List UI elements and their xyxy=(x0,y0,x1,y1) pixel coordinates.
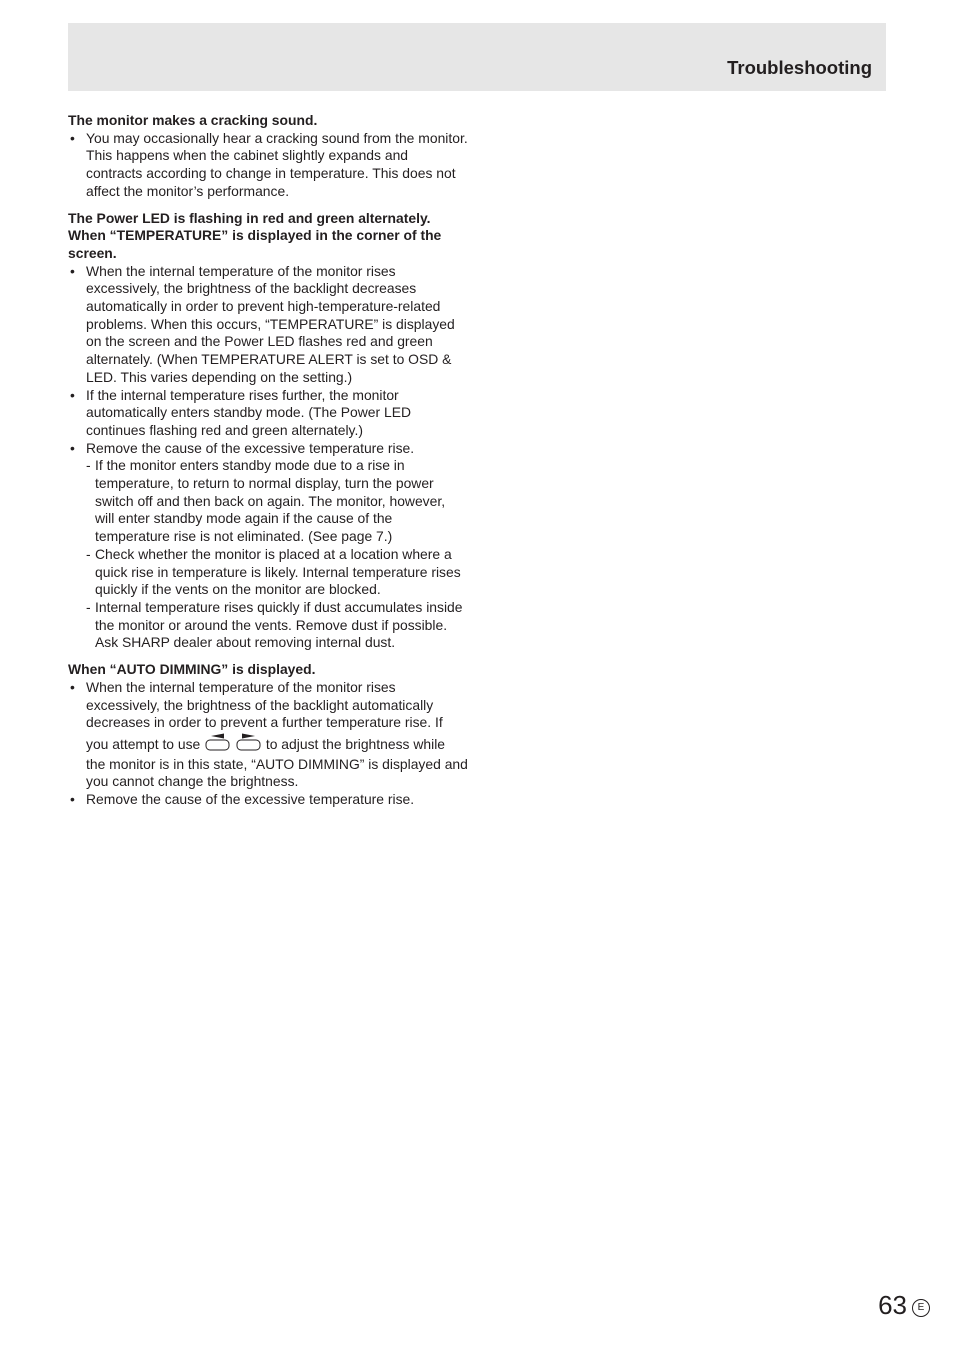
sub-marker: - xyxy=(86,457,91,474)
bullet-marker: • xyxy=(70,386,75,403)
page-title: Troubleshooting xyxy=(727,57,872,78)
section-heading: The Power LED is flashing in red and green alternately. When “TEMPERATURE” is displayed in the corner of the screen. xyxy=(68,209,442,261)
list-item-text: When the internal temperature of the monitor rises excessively, the brightness of the backlight decreases automatically in order to prevent high-temperature-related problems. When this occurs, “TEMPERATURE” is displayed on the screen and the Power LED flashes red and green alternately. (When TEMPERATURE ALERT is set to OSD & LED. This varies depending on the setting.) xyxy=(86,262,455,385)
language-badge: E xyxy=(912,1299,930,1317)
list-item xyxy=(68,791,468,809)
bullet-marker: • xyxy=(70,791,75,808)
main-content xyxy=(68,112,468,818)
sub-marker: - xyxy=(86,598,91,615)
page-number xyxy=(878,1290,930,1321)
list-item xyxy=(68,679,468,791)
section-temperature xyxy=(68,210,468,653)
list-item xyxy=(68,440,468,652)
header-band xyxy=(68,23,886,91)
sub-list-item xyxy=(86,457,468,546)
bullet-marker: • xyxy=(70,439,75,456)
list-item xyxy=(68,387,468,440)
list-item xyxy=(68,130,468,201)
sub-list-item-text: Internal temperature rises quickly if dust accumulates inside the monitor or around the vents. Remove dust if possible. Ask SHARP dealer about removing internal dust. xyxy=(95,598,463,651)
list-item-text: You may occasionally hear a cracking sound from the monitor. This happens when the cabinet slightly expands and contracts according to change in temperature. This does not affect the monitor’s performance. xyxy=(86,129,468,199)
bullet-marker: • xyxy=(70,262,75,279)
list-item-text: If the internal temperature rises further, the monitor automatically enters standby mode. (The Power LED continues flashing red and green alternately.) xyxy=(86,386,412,438)
sub-marker: - xyxy=(86,545,91,562)
sub-list-item xyxy=(86,599,468,652)
list-item-text: When the internal temperature of the monitor rises excessively, the brightness of the backlight automatically decreases in order to prevent a further temperature rise. If you attempt to use xyxy=(86,678,443,752)
sub-list-item-text: If the monitor enters standby mode due to a rise in temperature, to return to normal display, turn the power switch off and then back on again. The monitor, however, will enter standby mode again if the cause of the temperature rise is not eliminated. (See page 7.) xyxy=(95,457,446,545)
list-item xyxy=(68,263,468,387)
section-auto-dimming xyxy=(68,661,468,809)
section-cracking-sound xyxy=(68,112,468,201)
sub-list-item xyxy=(86,546,468,599)
page-number-value: 63 xyxy=(878,1290,907,1320)
bullet-marker: • xyxy=(70,678,75,695)
section-heading: When “AUTO DIMMING” is displayed. xyxy=(68,661,316,678)
list-item-text: Remove the cause of the excessive temperature rise. xyxy=(86,439,415,456)
list-item-text: Remove the cause of the excessive temperature rise. xyxy=(86,791,415,808)
sub-list-item-text: Check whether the monitor is placed at a location where a quick rise in temperature is likely. Internal temperature rises quickly if the vents on the monitor are blocked. xyxy=(95,545,461,598)
right-arrow-key-icon xyxy=(236,732,261,756)
left-arrow-key-icon xyxy=(205,732,230,756)
section-heading: The monitor makes a cracking sound. xyxy=(68,112,318,128)
list-item-text: to adjust the brightness while the monitor is in this state, “AUTO DIMMING” is displayed and you cannot change the brightness. xyxy=(86,735,468,790)
bullet-marker: • xyxy=(70,129,75,146)
